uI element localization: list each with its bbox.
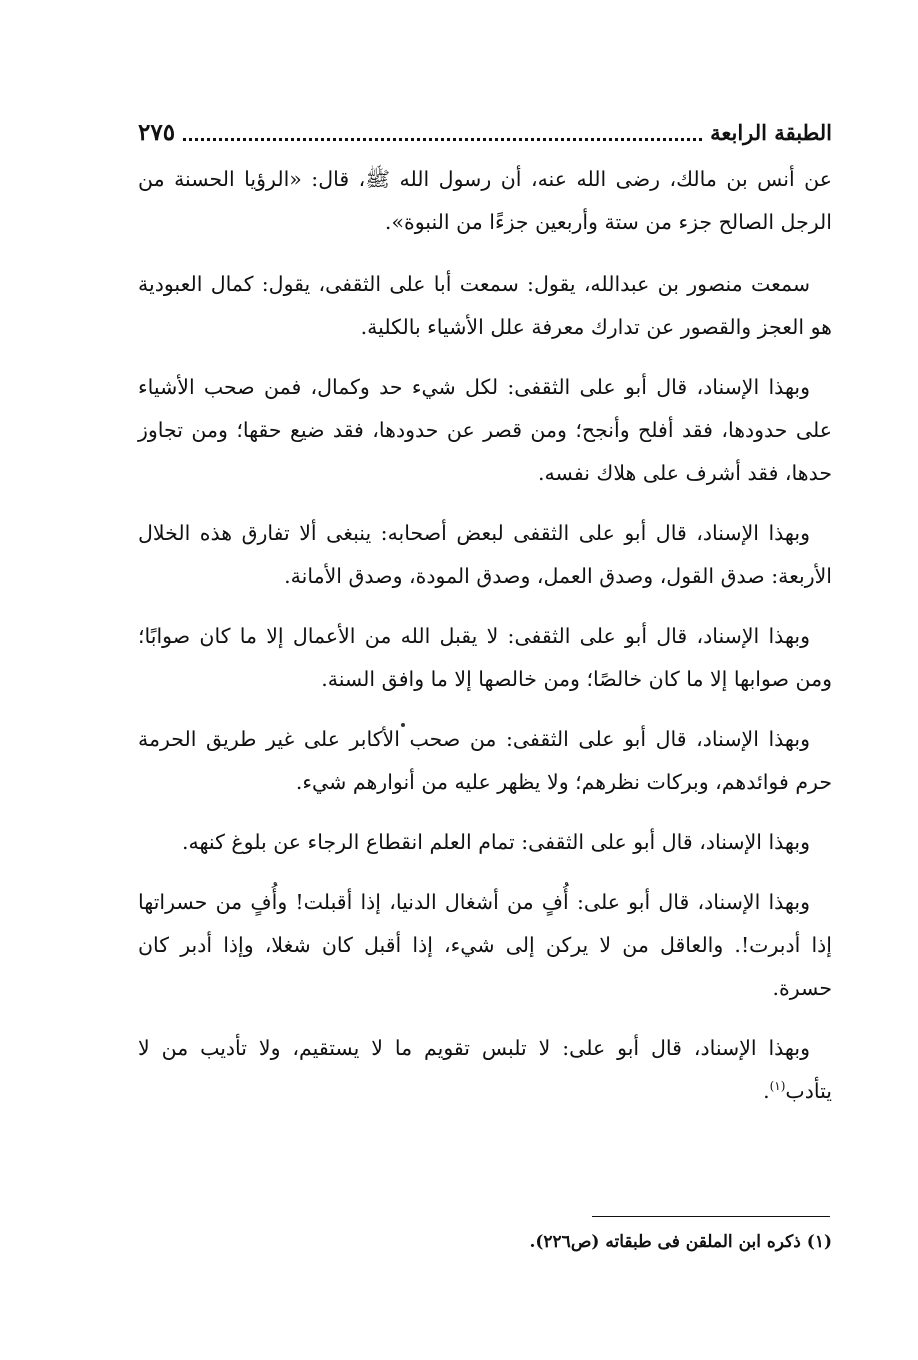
chapter-title: الطبقة الرابعة xyxy=(710,119,832,145)
page-header xyxy=(138,112,832,152)
paragraph-text: وبهذا الإسناد، قال أبو على الثقفى: تمام العلم انقطاع الرجاء عن بلوغ كنهه. xyxy=(181,830,810,854)
footnote-marker: (١) xyxy=(769,1079,786,1094)
main-text xyxy=(138,158,832,1130)
paragraph-text: وبهذا الإسناد، قال أبو على الثقفى: لكل شيء حد وكمال، فمن صحب الأشياء على حدودها، فقد أفلح وأنجح؛ ومن قصر عن حدودها، فقد ضيع حقها؛ ومن تجاوز حدها، فقد أشرف على هلاك نفسه. xyxy=(138,375,832,485)
paragraph xyxy=(138,512,832,598)
page-number: ٢٧٥ xyxy=(138,118,176,146)
paragraph xyxy=(138,158,832,244)
paragraph xyxy=(138,718,832,804)
ink-speck xyxy=(401,723,405,727)
paragraph xyxy=(138,366,832,495)
paragraph-text: وبهذا الإسناد، قال أبو على الثقفى لبعض أصحابه: ينبغى ألا تفارق هذه الخلال الأربعة: صدق القول، وصدق العمل، وصدق المودة، وصدق الأمانة. xyxy=(138,521,832,588)
paragraph-text: سمعت منصور بن عبدالله، يقول: سمعت أبا على الثقفى، يقول: كمال العبودية هو العجز والقصور عن تدارك معرفة علل الأشياء بالكلية. xyxy=(138,272,832,339)
header-leader-dots xyxy=(183,124,702,141)
paragraph xyxy=(138,263,832,349)
paragraph: وبهذا الإسناد، قال أبو على: لا تلبس تقويم ما لا يستقيم، ولا تأديب من لا يتأدب$^{(١)}$. xyxy=(138,1036,832,1103)
footnote: (١) ذكره ابن الملقن فى طبقاته (ص٢٢٦). xyxy=(529,1232,832,1252)
paragraph-text: وبهذا الإسناد، قال أبو على: أُفٍ من أشغال الدنيا، إذا أقبلت! وأُفٍ من حسراتها إذا أدبرت!. والعاقل من لا يركن إلى شيء، إذا أقبل كان شغلا، وإذا أدبر كان حسرة. xyxy=(138,890,832,1000)
paragraph-text: وبهذا الإسناد، قال أبو على الثقفى: من صحب الأكابر على غير طريق الحرمة حرم فوائدهم، وبركات نظرهم؛ ولا يظهر عليه من أنوارهم شيء. xyxy=(138,727,832,794)
paragraph-text: وبهذا الإسناد، قال أبو على الثقفى: لا يقبل الله من الأعمال إلا ما كان صوابًا؛ ومن صوابها إلا ما كان خالصًا؛ ومن خالصها إلا ما وافق السنة. xyxy=(138,624,832,691)
footnote-separator xyxy=(592,1216,830,1217)
paragraph xyxy=(138,881,832,1010)
paragraph-text: وبهذا الإسناد، قال أبو على: لا تلبس تقويم ما لا يستقيم، ولا تأديب من لا يتأدب xyxy=(138,1036,832,1103)
paragraph xyxy=(138,821,832,864)
paragraph-text: عن أنس بن مالك، رضى الله عنه، أن رسول الله ﷺ، قال: «الرؤيا الحسنة من الرجل الصالح جزء من ستة وأربعين جزءًا من النبوة». xyxy=(138,167,832,234)
paragraph xyxy=(138,615,832,701)
